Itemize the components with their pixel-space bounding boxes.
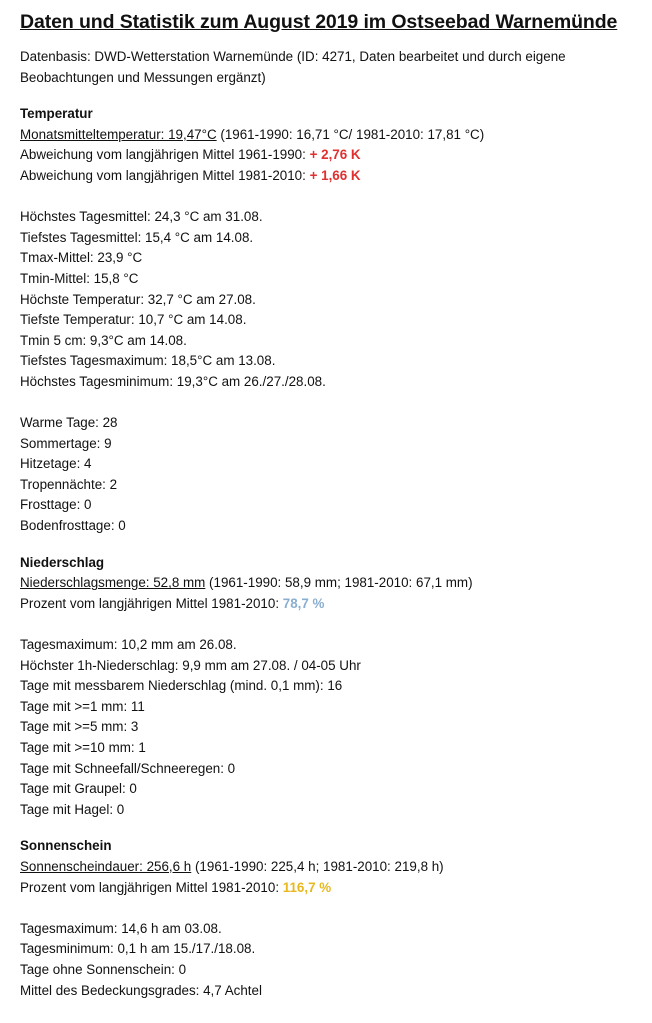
source-line: Beobachtungen und Messungen ergänzt) bbox=[20, 69, 266, 85]
amount-reference: (1961-1990: 58,9 mm; 1981-2010: 67,1 mm) bbox=[205, 575, 473, 591]
stat-line: Tage mit Hagel: 0 bbox=[20, 801, 125, 817]
precipitation-percent bbox=[20, 594, 640, 615]
data-source bbox=[20, 47, 640, 88]
precipitation-stats bbox=[20, 635, 640, 820]
temperature-day-counts bbox=[20, 413, 640, 537]
stat-line: Mittel des Bedeckungsgrades: 4,7 Achtel bbox=[20, 982, 262, 998]
stat-line: Höchster 1h-Niederschlag: 9,9 mm am 27.08. / 04-05 Uhr bbox=[20, 657, 361, 673]
stat-line: Frosttage: 0 bbox=[20, 497, 92, 513]
deviation-value: + 1,66 K bbox=[309, 167, 361, 183]
stat-line: Tage mit >=1 mm: 11 bbox=[20, 698, 145, 714]
stat-line: Tage mit >=5 mm: 3 bbox=[20, 719, 139, 735]
stat-line: Tiefstes Tagesmittel: 15,4 °C am 14.08. bbox=[20, 229, 254, 245]
stat-line: Hitzetage: 4 bbox=[20, 456, 92, 472]
stat-line: Sommertage: 9 bbox=[20, 435, 112, 451]
stat-line: Tiefste Temperatur: 10,7 °C am 14.08. bbox=[20, 312, 247, 328]
stat-line: Höchstes Tagesminimum: 19,3°C am 26./27./28.08. bbox=[20, 373, 326, 389]
deviation-label: Abweichung vom langjährigen Mittel 1981-2010: bbox=[20, 167, 310, 183]
stat-line: Höchstes Tagesmittel: 24,3 °C am 31.08. bbox=[20, 209, 263, 225]
stat-line: Tropennächte: 2 bbox=[20, 476, 118, 492]
sunshine-heading: Sonnenschein bbox=[20, 838, 112, 854]
stat-line: Höchste Temperatur: 32,7 °C am 27.08. bbox=[20, 291, 256, 307]
monthly-mean-temperature bbox=[20, 125, 640, 146]
deviation-label: Abweichung vom langjährigen Mittel 1961-1990: bbox=[20, 147, 310, 163]
precipitation-heading: Niederschlag bbox=[20, 554, 105, 570]
stat-line: Tagesmaximum: 14,6 h am 03.08. bbox=[20, 920, 222, 936]
sunshine-duration bbox=[20, 857, 640, 878]
stat-line: Tage mit messbarem Niederschlag (mind. 0,1 mm): 16 bbox=[20, 678, 343, 694]
deviation-1961-1990 bbox=[20, 145, 640, 166]
stat-line: Tmin-Mittel: 15,8 °C bbox=[20, 270, 139, 286]
stat-line: Tmin 5 cm: 9,3°C am 14.08. bbox=[20, 332, 187, 348]
deviation-value: + 2,76 K bbox=[309, 147, 361, 163]
mean-reference: (1961-1990: 16,71 °C/ 1981-2010: 17,81 °C) bbox=[216, 126, 485, 142]
percent-value: 116,7 % bbox=[282, 879, 332, 895]
precipitation-amount bbox=[20, 573, 640, 594]
sunshine-percent bbox=[20, 878, 640, 899]
page-title: Daten und Statistik zum August 2019 im Ostseebad Warnemünde bbox=[20, 11, 618, 33]
stat-line: Warme Tage: 28 bbox=[20, 415, 118, 431]
stat-line: Tiefstes Tagesmaximum: 18,5°C am 13.08. bbox=[20, 353, 276, 369]
stat-line: Tage mit Graupel: 0 bbox=[20, 781, 137, 797]
duration-label: Sonnenscheindauer: 256,6 h bbox=[20, 858, 192, 874]
stat-line: Tage ohne Sonnenschein: 0 bbox=[20, 961, 187, 977]
source-line: Datenbasis: DWD-Wetterstation Warnemünde (ID: 4271, Daten bearbeitet und durch eigene bbox=[20, 49, 566, 64]
mean-label: Monatsmitteltemperatur: 19,47°C bbox=[20, 126, 217, 142]
sunshine-stats bbox=[20, 919, 640, 1001]
percent-label: Prozent vom langjährigen Mittel 1981-2010: bbox=[20, 879, 283, 895]
stat-line: Tagesmaximum: 10,2 mm am 26.08. bbox=[20, 637, 237, 653]
amount-label: Niederschlagsmenge: 52,8 mm bbox=[20, 575, 206, 591]
stat-line: Tmax-Mittel: 23,9 °C bbox=[20, 250, 143, 266]
stat-line: Bodenfrosttage: 0 bbox=[20, 518, 126, 534]
stat-line: Tage mit Schneefall/Schneeregen: 0 bbox=[20, 760, 236, 776]
temperature-stats bbox=[20, 207, 640, 392]
percent-label: Prozent vom langjährigen Mittel 1981-2010: bbox=[20, 595, 283, 611]
duration-reference: (1961-1990: 225,4 h; 1981-2010: 219,8 h) bbox=[191, 858, 444, 874]
percent-value: 78,7 % bbox=[282, 595, 325, 611]
stat-line: Tagesminimum: 0,1 h am 15./17./18.08. bbox=[20, 941, 256, 957]
document bbox=[20, 8, 640, 1001]
temperature-heading: Temperatur bbox=[20, 106, 93, 122]
deviation-1981-2010 bbox=[20, 166, 640, 187]
stat-line: Tage mit >=10 mm: 1 bbox=[20, 740, 146, 755]
